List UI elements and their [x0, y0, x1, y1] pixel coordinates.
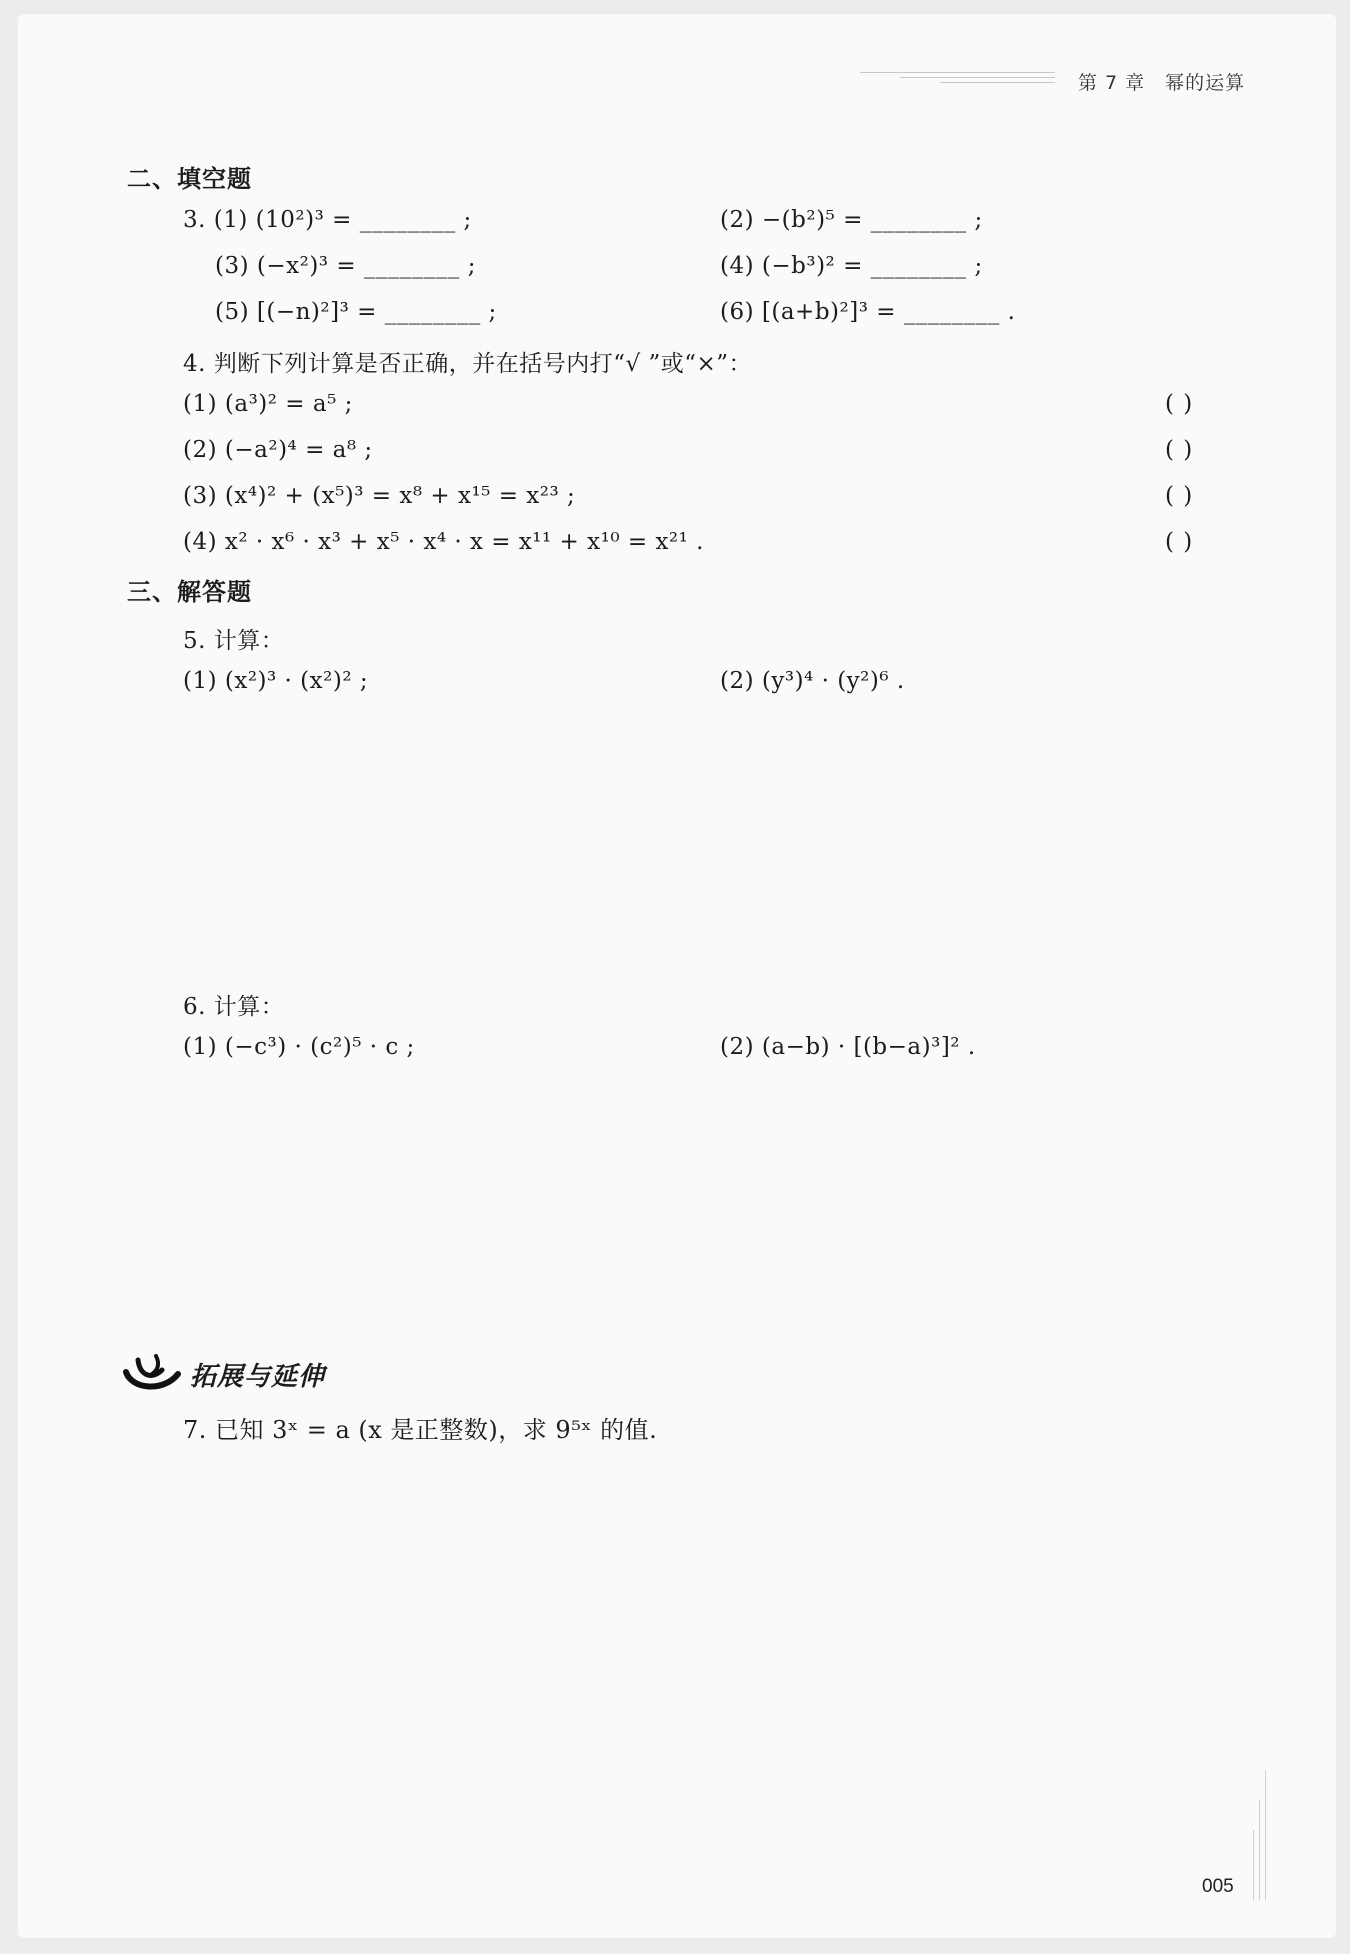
chapter-header: 第 7 章 幂的运算	[1078, 72, 1246, 94]
q7-text: 7. 已知 3ˣ = a (x 是正整数)，求 9⁵ˣ 的值.	[183, 1416, 658, 1444]
q4-answer-paren-3: ( )	[1165, 483, 1194, 509]
q3-part5: (5) [(−n)²]³ = ________ ;	[215, 299, 497, 325]
q6-stem: 6. 计算：	[183, 994, 285, 1020]
q4-item3: (3) (x⁴)² + (x⁵)³ = x⁸ + x¹⁵ = x²³ ;	[183, 483, 576, 509]
q3-part4: (4) (−b³)² = ________ ;	[720, 253, 983, 279]
section-solve: 三、解答题	[127, 578, 252, 606]
q5-part2: (2) (y³)⁴ · (y²)⁶ .	[720, 668, 905, 694]
q3-part1: 3. (1) (10²)³ = ________ ;	[183, 207, 472, 233]
page-number: 005	[1202, 1876, 1234, 1897]
q4-item1: (1) (a³)² = a⁵ ;	[183, 391, 353, 417]
q3-part2: (2) −(b²)⁵ = ________ ;	[720, 207, 983, 233]
q4-answer-paren-2: ( )	[1165, 437, 1194, 463]
extension-swirl-icon	[122, 1350, 184, 1394]
footer-decoration	[1245, 1770, 1275, 1900]
q3-part6: (6) [(a+b)²]³ = ________ .	[720, 299, 1016, 325]
q4-stem: 4. 判断下列计算是否正确，并在括号内打“√ ”或“×”：	[183, 351, 753, 377]
q5-part1: (1) (x²)³ · (x²)² ;	[183, 668, 369, 694]
q3-part3: (3) (−x²)³ = ________ ;	[215, 253, 476, 279]
q6-part1: (1) (−c³) · (c²)⁵ · c ;	[183, 1034, 415, 1060]
q4-item4: (4) x² · x⁶ · x³ + x⁵ · x⁴ · x = x¹¹ + x¹⁰ = x²¹ .	[183, 529, 704, 555]
q5-stem: 5. 计算：	[183, 628, 285, 654]
header-decoration	[860, 70, 1055, 90]
q4-answer-paren-4: ( )	[1165, 529, 1194, 555]
section-fill-blank: 二、填空题	[127, 165, 252, 193]
section-extension: 拓展与延伸	[190, 1362, 326, 1392]
q4-item2: (2) (−a²)⁴ = a⁸ ;	[183, 437, 373, 463]
q6-part2: (2) (a−b) · [(b−a)³]² .	[720, 1034, 976, 1060]
q4-answer-paren-1: ( )	[1165, 391, 1194, 417]
